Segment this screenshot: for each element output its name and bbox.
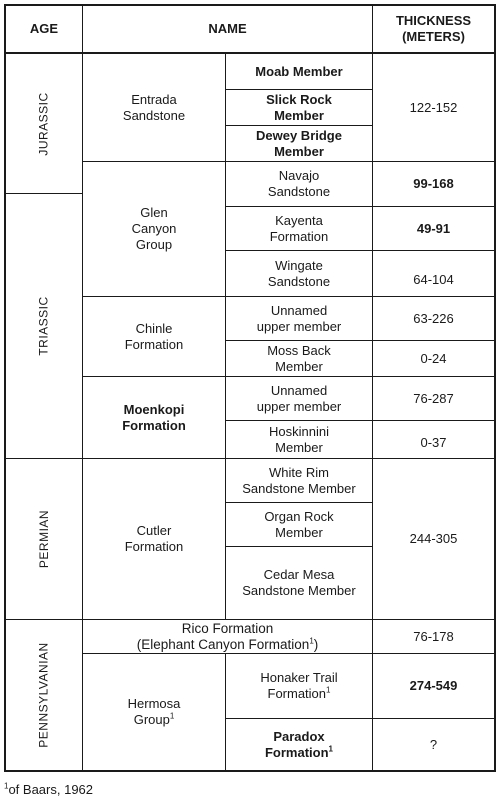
member-chinle-unnamed — [226, 297, 372, 340]
age-permian-label: PERMIAN — [37, 509, 51, 569]
thickness-navajo: 99-168 — [413, 176, 454, 191]
formation-hermosa — [83, 654, 225, 770]
member-hoskinnini-line1: Hoskinnini — [269, 423, 329, 439]
member-moab: Moab Member — [255, 63, 343, 79]
thickness-kayenta: 49-91 — [416, 220, 451, 236]
thickness-honaker-trail: 274-549 — [409, 678, 458, 693]
formation-glen-canyon-line1: Glen — [140, 205, 168, 220]
member-cedar-mesa — [226, 547, 372, 619]
table-border-bottom — [4, 770, 496, 772]
member-dewey-bridge-line2: Member — [274, 143, 324, 159]
member-moenkopi-unnamed — [226, 377, 372, 420]
member-honaker-trail-line2 — [268, 686, 331, 702]
thickness-entrada: 122-152 — [409, 99, 458, 115]
age-jurassic — [6, 54, 82, 193]
member-honaker-trail-footnote-mark: 1 — [326, 685, 331, 695]
member-hoskinnini — [226, 421, 372, 458]
table-border-right — [494, 4, 496, 772]
member-organ-rock-line1: Organ Rock — [264, 508, 334, 524]
formation-glen-canyon — [83, 162, 225, 296]
member-kayenta — [226, 207, 372, 250]
member-paradox-line1: Paradox — [273, 728, 325, 744]
formation-glen-canyon-line3: Group — [135, 237, 173, 252]
formation-rico-line2 — [137, 637, 319, 653]
formation-cutler-line1: Cutler — [136, 523, 172, 538]
formation-entrada — [83, 54, 225, 161]
thickness-rico: 76-178 — [413, 628, 454, 644]
member-kayenta-line1: Kayenta — [275, 212, 323, 228]
age-pennsylvanian-label: PENNSYLVANIAN — [37, 642, 52, 748]
member-navajo-line1: Navajo — [278, 168, 320, 183]
formation-rico — [83, 620, 372, 653]
formation-cutler-line2: Formation — [124, 539, 184, 554]
member-chinle-unnamed-line2: upper member — [256, 318, 342, 334]
formation-moenkopi-line1: Moenkopi — [123, 401, 185, 417]
formation-entrada-line2: Sandstone — [122, 107, 186, 123]
member-paradox-line2-text: Formation — [264, 744, 329, 760]
member-honaker-trail-line1: Honaker Trail — [260, 670, 338, 685]
age-jurassic-label: JURASSIC — [37, 91, 51, 156]
thickness-cutler: 244-305 — [409, 531, 458, 546]
thickness-moss-back: 0-24 — [420, 350, 447, 366]
member-navajo-line2: Sandstone — [267, 184, 331, 199]
thickness-wingate: 64-104 — [413, 271, 454, 287]
formation-entrada-line1: Entrada — [131, 91, 177, 107]
member-moss-back — [226, 341, 372, 376]
member-dewey-bridge-line1: Dewey Bridge — [256, 127, 342, 143]
member-honaker-trail — [226, 654, 372, 718]
member-paradox — [226, 719, 372, 770]
header-age: AGE — [29, 21, 59, 36]
member-white-rim-line1: White Rim — [269, 464, 329, 480]
member-hoskinnini-line2: Member — [275, 439, 323, 455]
member-wingate-line1: Wingate — [275, 257, 323, 273]
member-white-rim — [226, 459, 372, 502]
member-honaker-trail-line2-text: Formation — [267, 686, 327, 701]
member-dewey-bridge — [226, 126, 372, 161]
formation-rico-footnote-mark: 1 — [309, 636, 314, 645]
thickness-paradox: ? — [429, 736, 438, 752]
member-chinle-unnamed-line1: Unnamed — [270, 302, 328, 318]
member-paradox-footnote-mark: 1 — [328, 744, 333, 754]
member-organ-rock — [226, 503, 372, 546]
member-slick-rock-line1: Slick Rock — [266, 91, 332, 107]
member-kayenta-line2: Formation — [269, 228, 329, 244]
member-slick-rock — [226, 90, 372, 125]
footnote — [4, 782, 93, 797]
member-paradox-line2 — [265, 745, 333, 761]
age-permian — [6, 459, 82, 619]
formation-hermosa-line2-text: Group — [133, 712, 170, 727]
member-white-rim-line2: Sandstone Member — [242, 480, 356, 496]
formation-cutler — [83, 459, 225, 619]
header-thickness — [373, 6, 494, 52]
age-triassic-label: TRIASSIC — [37, 296, 51, 356]
formation-hermosa-line2 — [134, 712, 175, 728]
member-wingate-line2: Sandstone — [267, 273, 331, 289]
formation-moenkopi-line2: Formation — [122, 417, 186, 433]
header-thickness-line2: (METERS) — [402, 29, 465, 44]
member-navajo — [226, 162, 372, 206]
member-slick-rock-line2: Member — [274, 107, 324, 123]
formation-rico-line2-close: ) — [313, 636, 319, 652]
age-pennsylvanian — [6, 620, 82, 770]
age-triassic — [6, 194, 82, 458]
formation-chinle-line2: Formation — [124, 336, 184, 352]
header-thickness-line1: THICKNESS — [395, 13, 472, 28]
formation-chinle — [83, 297, 225, 376]
thickness-moenkopi-unnamed: 76-287 — [413, 390, 454, 406]
member-cedar-mesa-line2: Sandstone Member — [242, 583, 356, 598]
formation-glen-canyon-line2: Canyon — [131, 221, 177, 236]
thickness-hoskinnini: 0-37 — [420, 434, 447, 450]
formation-chinle-line1: Chinle — [135, 320, 173, 336]
formation-moenkopi — [83, 377, 225, 458]
thickness-chinle-unnamed: 63-226 — [413, 310, 454, 326]
member-moss-back-line2: Member — [275, 358, 323, 374]
formation-hermosa-line1: Hermosa — [127, 696, 181, 711]
formation-rico-line2-text: (Elephant Canyon Formation — [136, 636, 310, 652]
header-name: NAME — [208, 21, 247, 36]
member-wingate — [226, 251, 372, 296]
member-cedar-mesa-line1: Cedar Mesa — [263, 567, 335, 582]
footnote-mark: 1 — [4, 781, 9, 791]
formation-rico-line1: Rico Formation — [181, 620, 274, 636]
formation-hermosa-footnote-mark: 1 — [169, 711, 175, 721]
member-organ-rock-line2: Member — [275, 524, 323, 540]
footnote-text: of Baars, 1962 — [8, 782, 94, 797]
member-moenkopi-unnamed-line2: upper member — [256, 398, 342, 414]
member-moss-back-line1: Moss Back — [267, 342, 331, 358]
member-moenkopi-unnamed-line1: Unnamed — [270, 382, 328, 398]
